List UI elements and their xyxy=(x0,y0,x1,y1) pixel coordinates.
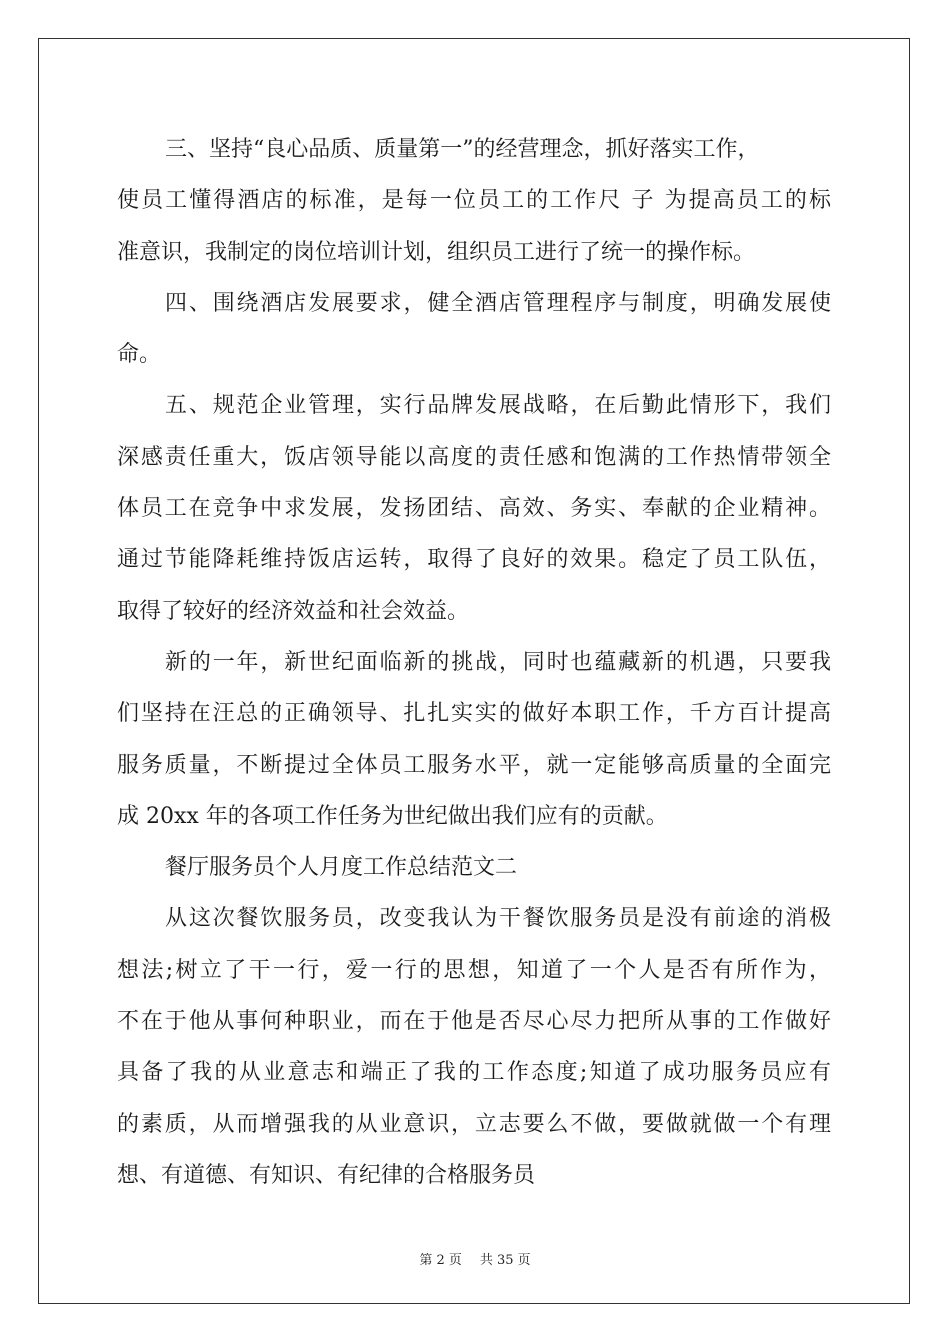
text-line: 深感责任重大，饭店领导能以高度的责任感和饱满的工作热情带领全 xyxy=(117,444,831,470)
text-line: 的素质，从而增强我的从业意识，立志要么不做，要做就做一个有理 xyxy=(117,1111,831,1137)
text-line: 新的一年，新世纪面临新的挑战，同时也蕴藏新的机遇，只要我 xyxy=(165,649,831,675)
text-line: 不在于他从事何种职业，而在于他是否尽心尽力把所从事的工作做好 xyxy=(117,1009,831,1035)
text-line: 三、坚持“良心品质、质量第一”的经营理念，抓好落实工作， xyxy=(165,137,760,162)
text-line: 准意识，我制定的岗位培训计划，组织员工进行了统一的操作标。 xyxy=(117,239,756,265)
text-line: 们坚持在汪总的正确领导、扎扎实实的做好本职工作，千方百计提高 xyxy=(117,701,831,727)
page-footer xyxy=(0,1249,950,1268)
text-line: 想法;树立了干一行，爱一行的思想，知道了一个人是否有所作为， xyxy=(117,957,831,983)
section-heading: 餐厅服务员个人月度工作总结范文二 xyxy=(165,855,518,881)
text-line: 五、规范企业管理，实行品牌发展战略，在后勤此情形下，我们 xyxy=(165,393,831,419)
text-line: 具备了我的从业意志和端正了我的工作态度;知道了成功服务员应有 xyxy=(117,1060,831,1086)
text-line: 命。 xyxy=(117,342,162,368)
text-line: 四、围绕酒店发展要求，健全酒店管理程序与制度，明确发展使 xyxy=(165,290,831,316)
total-pages: 共 35 页 xyxy=(479,1253,531,1268)
text-line: 想、有道德、有知识、有纪律的合格服务员 xyxy=(117,1162,536,1188)
text-line: 从这次餐饮服务员，改变我认为干餐饮服务员是没有前途的消极 xyxy=(165,906,831,932)
text-line: 取得了较好的经济效益和社会效益。 xyxy=(117,598,470,624)
text-line: 体员工在竞争中求发展，发扬团结、高效、务实、奉献的企业精神。 xyxy=(117,496,831,522)
document-body xyxy=(117,124,831,1201)
text-line: 成 20xx 年的各项工作任务为世纪做出我们应有的贡献。 xyxy=(117,803,668,829)
text-line: 服务质量，不断提过全体员工服务水平，就一定能够高质量的全面完 xyxy=(117,752,831,778)
text-line: 使员工懂得酒店的标准，是每一位员工的工作尺 子 为提高员工的标 xyxy=(117,188,831,214)
page-number: 第 2 页 xyxy=(419,1253,462,1268)
text-line: 通过节能降耗维持饭店运转，取得了良好的效果。稳定了员工队伍， xyxy=(117,547,831,573)
